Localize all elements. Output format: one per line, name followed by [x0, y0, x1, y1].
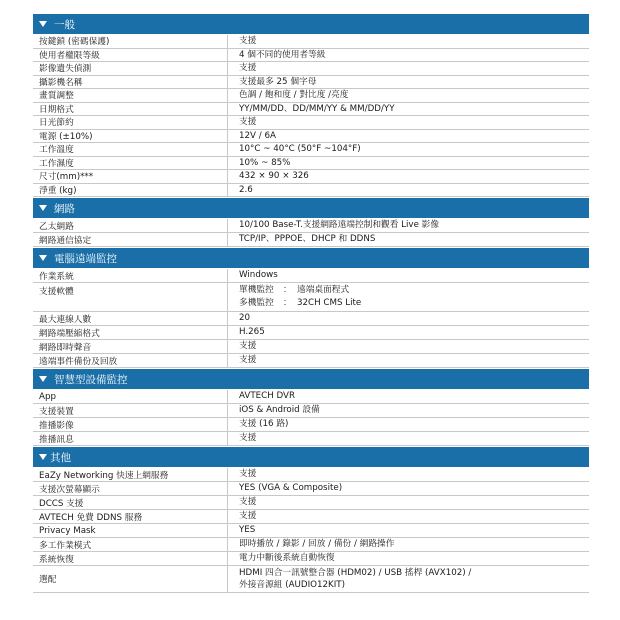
- spec-key: 網路端壓縮格式: [33, 326, 228, 339]
- spec-row: [33, 157, 589, 171]
- spec-value: 10/100 Base-T.支援網路遠端控制和觀看 Live 影像: [239, 220, 440, 231]
- spec-row: [33, 418, 589, 432]
- section-title: 其他: [50, 451, 71, 464]
- spec-key: 尺寸(mm)***: [33, 170, 228, 183]
- triangle-down-icon: [39, 376, 47, 382]
- triangle-down-icon: [39, 205, 47, 211]
- sub-value: 遠端桌面程式: [297, 285, 350, 295]
- spec-row: [33, 76, 589, 90]
- spec-row: [33, 62, 589, 76]
- spec-row: [33, 312, 589, 326]
- spec-row: [33, 116, 589, 130]
- spec-key: 遠端事件備份及回放: [33, 354, 228, 367]
- spec-value: 即時播放 / 錄影 / 回放 / 備份 / 網路操作: [239, 539, 395, 550]
- spec-value: 支援: [239, 355, 257, 366]
- spec-key: App: [33, 390, 228, 403]
- spec-value: 支援: [239, 36, 257, 46]
- section-pc-remote: [33, 248, 589, 368]
- spec-value: 2.6: [239, 184, 253, 195]
- spec-value: 支援: [239, 341, 257, 352]
- section-title: 智慧型設備監控: [54, 373, 128, 386]
- spec-row: [33, 269, 589, 283]
- spec-key: 多工作業模式: [33, 538, 228, 551]
- sub-key: 多機監控: [239, 298, 274, 308]
- spec-key: 使用者權限等級: [33, 49, 228, 62]
- spec-key: 淨重 (kg): [33, 184, 228, 197]
- spec-key: 乙太網路: [33, 219, 228, 232]
- spec-key: 影像遺失偵測: [33, 62, 228, 75]
- spec-row: [33, 103, 589, 117]
- sub-sep: ：: [283, 285, 292, 295]
- spec-row: [33, 233, 589, 247]
- section-title: 電腦遠端監控: [54, 252, 117, 265]
- triangle-down-icon: [39, 255, 47, 261]
- spec-value: 外接音源組 (AUDIO12KIT): [239, 580, 345, 590]
- spec-value: 12V / 6A: [239, 130, 276, 141]
- spec-key: 支援軟體: [33, 283, 228, 311]
- spec-row: [33, 35, 589, 49]
- section-header[interactable]: [33, 198, 589, 218]
- spec-value: Windows: [239, 270, 278, 281]
- spec-row: [33, 390, 589, 404]
- spec-value: 電力中斷後系統自動恢復: [239, 553, 335, 564]
- spec-value: 10°C ~ 40°C (50°F ~104°F): [239, 144, 361, 154]
- spec-row: [33, 130, 589, 144]
- spec-row: [33, 143, 589, 157]
- spec-row: [33, 170, 589, 184]
- spec-value: 支援: [239, 469, 257, 480]
- spec-value: YY/MM/DD、DD/MM/YY & MM/DD/YY: [239, 103, 395, 114]
- section-other: [33, 447, 589, 593]
- section-header[interactable]: [33, 369, 589, 389]
- spec-row: [33, 340, 589, 354]
- spec-row: [33, 468, 589, 482]
- spec-key: 網路通信協定: [33, 233, 228, 246]
- spec-key: 作業系統: [33, 269, 228, 282]
- spec-value: 支援: [239, 63, 257, 73]
- spec-value: 支援: [239, 433, 257, 444]
- spec-key: DCCS 支援: [33, 496, 228, 509]
- spec-value: 432 × 90 × 326: [239, 171, 309, 181]
- spec-row: [33, 524, 589, 538]
- spec-value: TCP/IP、PPPOE、DHCP 和 DDNS: [239, 234, 376, 245]
- spec-row: [33, 184, 589, 198]
- spec-key: 支援次螢幕顯示: [33, 482, 228, 495]
- spec-key: 攝影機名稱: [33, 76, 228, 89]
- spec-key: 畫質調整: [33, 89, 228, 102]
- spec-value: 色調 / 飽和度 / 對比度 /亮度: [239, 90, 349, 100]
- spec-value: 支援: [239, 117, 257, 127]
- spec-row: [33, 404, 589, 418]
- spec-key: AVTECH 免費 DDNS 服務: [33, 510, 228, 523]
- section-general: [33, 14, 589, 197]
- triangle-down-icon: [39, 454, 47, 460]
- spec-value: 20: [239, 313, 251, 324]
- spec-row: [33, 432, 589, 446]
- spec-value: 4 個不同的使用者等級: [239, 49, 326, 60]
- spec-key: 網路即時聲音: [33, 340, 228, 353]
- spec-row: [33, 538, 589, 552]
- spec-table: [33, 14, 589, 593]
- spec-row: [33, 326, 589, 340]
- spec-key: 日期格式: [33, 103, 228, 116]
- spec-key: 電源 (±10%): [33, 130, 228, 143]
- section-header[interactable]: [33, 248, 589, 268]
- spec-key: 最大連線人數: [33, 312, 228, 325]
- section-title: 網路: [54, 202, 75, 215]
- spec-value: YES (VGA & Composite): [239, 483, 343, 494]
- spec-value: 支援: [239, 511, 257, 522]
- spec-value: iOS & Android 設備: [239, 405, 320, 416]
- spec-key: 日光節約: [33, 116, 228, 129]
- spec-row: [33, 510, 589, 524]
- spec-key: EaZy Networking 快速上網服務: [33, 468, 228, 481]
- spec-key: 支援裝置: [33, 404, 228, 417]
- spec-value: YES: [239, 525, 256, 536]
- spec-row: [33, 566, 589, 593]
- software-sub-row: [239, 297, 589, 310]
- software-sub-row: [239, 284, 589, 297]
- spec-key: 工作溫度: [33, 143, 228, 156]
- spec-value: HDMI 四合一訊號整合器 (HDM02) / USB 搖桿 (AVX102) /: [239, 567, 472, 578]
- spec-row: [33, 49, 589, 63]
- section-smart-device: [33, 369, 589, 446]
- sub-key: 單機監控: [239, 285, 274, 295]
- section-network: [33, 198, 589, 247]
- spec-row: [33, 552, 589, 566]
- spec-row: [33, 354, 589, 368]
- spec-key: 推播影像: [33, 418, 228, 431]
- spec-key: 推播訊息: [33, 432, 228, 445]
- spec-row: [33, 482, 589, 496]
- spec-value: 10% ~ 85%: [239, 157, 291, 168]
- spec-value: 支援: [239, 497, 257, 508]
- spec-key: 選配: [33, 566, 228, 592]
- spec-key: 系統恢復: [33, 552, 228, 565]
- spec-key: 按鍵鎖 (密碼保護): [33, 35, 228, 48]
- spec-key: 工作濕度: [33, 157, 228, 170]
- spec-row: [33, 496, 589, 510]
- section-title: 一般: [54, 18, 75, 31]
- triangle-down-icon: [39, 21, 47, 27]
- spec-value: 支援 (16 路): [239, 419, 289, 430]
- spec-value: AVTECH DVR: [239, 391, 296, 402]
- section-header[interactable]: [33, 14, 589, 34]
- sub-value: 32CH CMS Lite: [297, 298, 362, 308]
- spec-row: [33, 283, 589, 312]
- section-header[interactable]: [33, 447, 589, 467]
- spec-row: [33, 219, 589, 233]
- spec-value: H.265: [239, 327, 265, 338]
- sub-sep: ：: [283, 298, 292, 308]
- spec-row: [33, 89, 589, 103]
- spec-value: 支援最多 25 個字母: [239, 76, 317, 87]
- spec-key: Privacy Mask: [33, 524, 228, 537]
